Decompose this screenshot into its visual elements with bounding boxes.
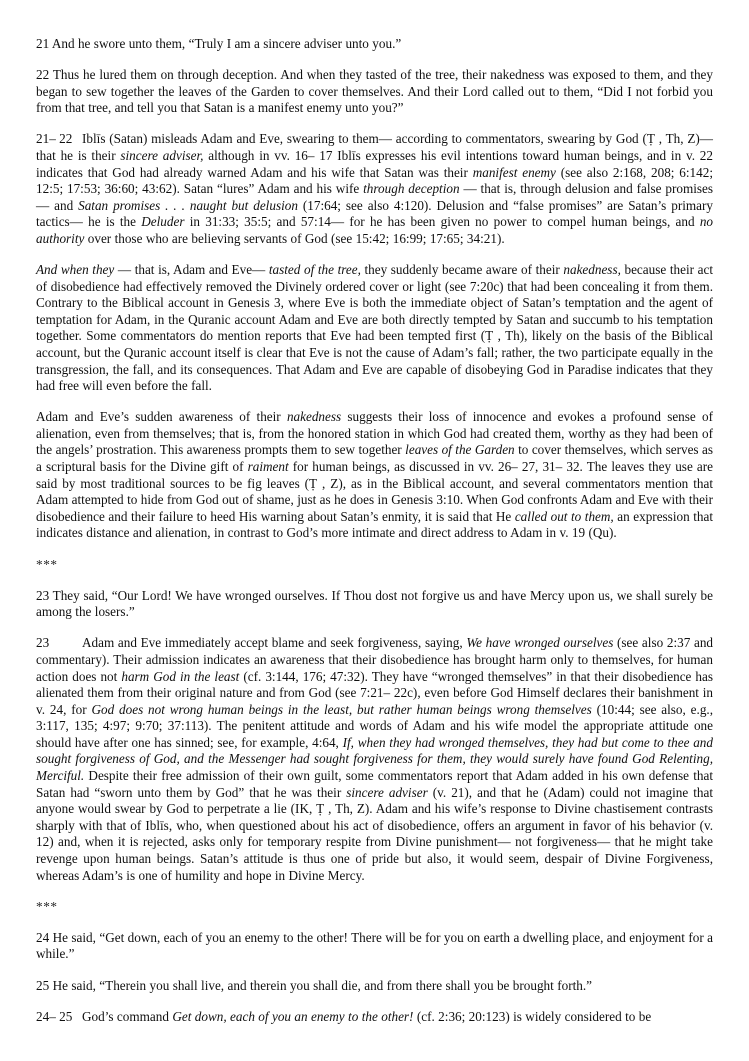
italic-quotation: called out to them, [514, 508, 614, 524]
body-text: 21 And he swore unto them, “Truly I am a sincere adviser unto you.” [36, 36, 402, 51]
body-text: 23 They said, “Our Lord! We have wronged ourselves. If Thou dost not forgive us and have Mercy upon us, we shall surely be among the losers.” [36, 587, 713, 620]
italic-quotation: raiment [247, 459, 289, 475]
commentary-and-when-they [36, 262, 713, 395]
body-text: 24 He said, “Get down, each of you an enemy to the other! There will be for you on earth a dwelling place, and enjoyment for a while.” [36, 929, 713, 962]
body-text: Despite their free admission of their own guilt, some commentators report that Adam added in his own defense that Satan had “sworn unto them by God” that he was their [36, 768, 713, 800]
italic-quotation: And when they [36, 262, 115, 278]
body-text: — that is, Adam and Eve— [114, 262, 269, 278]
verse-25 [36, 978, 713, 995]
body-text: (v. 21), and that he (Adam) could not imagine that anyone would swear by God to perpetrate a lie (IK, Ṭ , Th, Z). Adam and his wife’s response to Divine chastisement contrasts sharply with that of Iblīs, who, when questioned about his act of disobedience, offers an argument in favor of his behavior (v. 12) and, when it is rejected, asks only for temporary respite from Divine punishment— not forgiveness— that he might take revenge upon human beings. Satan’s attitude is thus one of pride but also, it would seem, despair of Divine Forgiveness, whereas Adam’s is one of humility and hope in Divine Mercy. [36, 784, 714, 883]
body-text: over those who are believing servants of God (see 15:42; 16:99; 17:65; 34:21). [84, 230, 505, 246]
body-text: 25 He said, “Therein you shall live, and therein you shall die, and from there shall you be brought forth.” [36, 977, 592, 993]
italic-quotation: harm God in the least [121, 668, 240, 684]
body-text: an expression that indicates distance and alienation, in contrast to God’s more intimate and direct address to Adam in v. 19 (Qu). [36, 508, 713, 541]
body-text: to cover themselves, which serves as a scriptural basis for the Divine gift of [36, 442, 713, 475]
body-text: Adam and Eve immediately accept blame and seek forgiveness, saying, [82, 635, 467, 651]
verse-23 [36, 588, 713, 621]
body-text: they suddenly became aware of their [360, 262, 564, 278]
italic-quotation: God does not wrong human beings in the least, but rather human beings wrong themselves [91, 701, 592, 717]
italic-quotation: tasted of the tree, [268, 262, 361, 278]
body-text: (10:44; see also, e.g., 3:117, 135; 4:97; 9:70; 37:113). The penitent attitude and words of Adam and his wife model the appropriate attitude one should have after one has sinned; see, for example, 4:64, [36, 701, 714, 750]
body-text: (see also 2:168, 208; 6:142; 12:5; 17:53; 36:60; 43:62). Satan “lures” Adam and his wife [36, 164, 713, 197]
italic-quotation: through deception [363, 181, 460, 197]
commentary-23 [36, 635, 713, 884]
body-text: suggests their loss of innocence and evokes a profound sense of alienation, even from themselves; that is, from the honored station in which God had created them, worthy as they had been of the angels’ prostration. This awareness prompts them to sew together [36, 409, 713, 458]
commentary-verse-number: 24– 25 [36, 1008, 73, 1024]
commentary-verse-number: 21– 22 [36, 131, 73, 147]
italic-quotation: leaves of the Garden [405, 442, 515, 458]
body-text: in 31:33; 35:5; and 57:14— for he has been given no power to compel human beings, and [184, 214, 700, 230]
section-separator-2: *** [36, 898, 58, 914]
body-text: Adam and Eve’s sudden awareness of their [36, 409, 287, 425]
italic-quotation: If, when they had wronged themselves, they had but come to thee and sought forgiveness of God, and the Messenger had sought forgiveness for them, they would surely have found God Relenting, Merciful. [36, 734, 713, 784]
italic-quotation: sincere adviser, [120, 147, 204, 163]
body-text: 22 Thus he lured them on through deception. And when they tasted of the tree, their nakedness was exposed to them, and they began to sew together the leaves of the Garden to cover themselves. And their Lord called out to them, “Did I not forbid you from that tree, and tell you that Satan is a manifest enemy unto you?” [36, 67, 713, 116]
italic-quotation: Satan promises . . . naught but delusion [78, 197, 298, 213]
section-separator-1: *** [36, 556, 58, 572]
body-text: God’s command [82, 1008, 173, 1024]
body-text: (cf. 3:144, 176; 47:32). They have “wronged themselves” in that their disobedience has alienated them from their original nature and from God (see 7:21– 22c), even before God Himself declares their banishment in v. 24, for [36, 668, 714, 717]
body-text: (cf. 2:36; 20:123) is widely considered to be [413, 1008, 652, 1024]
verse-22 [36, 67, 713, 117]
italic-quotation: sincere adviser [346, 784, 428, 800]
verse-24 [36, 930, 713, 963]
text-column [36, 36, 713, 1025]
body-text: because their act of disobedience had effectively removed the Divinely ordered cover or light (see 7:20c) that had been concealing it from them. Contrary to the Biblical account in Genesis 3, where Eve is both the immediate object of Satan’s temptation and the agent of temptation for Adam, in the Quranic account Adam and Eve are both directly tempted by Satan and succumb to his temptation together. Some commentators do mention reports that Eve had been tempted first (Ṭ , Th), likely on the basis of the Biblical account, but the Quranic account itself is clear that Eve is not the cause of Adam’s fall; rather, the two participate equally in the transgression, the fall, and its consequences. That Adam and Eve are capable of disobeying God in Paradise indicates that they had free will even before the fall. [36, 262, 713, 394]
body-text: although in vv. 16– 17 Iblīs expresses his evil intentions toward human beings, and in v. 22 indicates that God had already warned Adam and his wife that Satan was their [36, 147, 713, 180]
italic-quotation: no authority [36, 214, 714, 246]
italic-quotation: Get down, each of you an enemy to the other! [172, 1008, 414, 1024]
italic-quotation: nakedness [286, 409, 342, 425]
body-text: for human beings, as discussed in vv. 26– 27, 31– 32. The leaves they use are said by most traditional sources to be fig leaves (Ṭ , Z), as in the Biblical account, and several commentators mention that Adam attempted to hide from God out of shame, just as he does in Genesis 3:10. When God confronts Adam and Eve with their disobedience and their failure to heed His warning about Satan’s enmity, it is said that He [36, 459, 714, 524]
body-text: (see also 2:37 and commentary). Their admission indicates an awareness that their disobedience has brought harm only to themselves, for human action does not [36, 635, 714, 684]
commentary-24-25 [36, 1009, 713, 1026]
italic-quotation: manifest enemy [472, 164, 556, 180]
body-text: Iblīs (Satan) misleads Adam and Eve, swearing to them— according to commentators, swearing by God (Ṭ , Th, Z)— that he is their [36, 131, 713, 163]
verse-21 [36, 36, 713, 53]
italic-quotation: We have wronged ourselves [466, 635, 614, 651]
body-text: (17:64; see also 4:120). Delusion and “false promises” are Satan’s primary tactics— he is the [36, 197, 713, 230]
italic-quotation: nakedness, [563, 262, 621, 278]
commentary-verse-number: 23 [36, 635, 50, 651]
italic-quotation: Deluder [141, 214, 185, 230]
commentary-21-22 [36, 131, 713, 247]
commentary-nakedness-alienation [36, 409, 713, 542]
body-text: — that is, through delusion and false promises— and [36, 181, 714, 213]
